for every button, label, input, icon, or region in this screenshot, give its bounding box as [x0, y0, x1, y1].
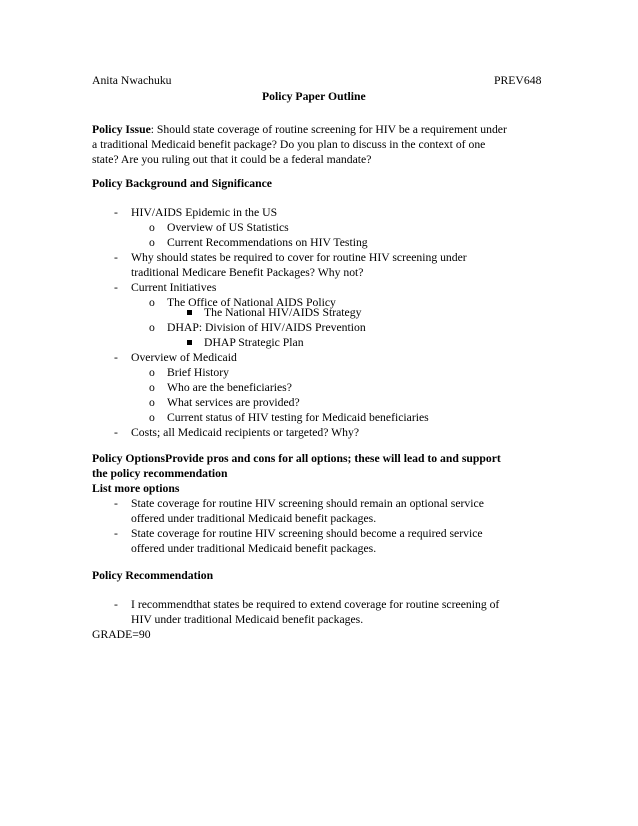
dash-marker: - [114, 206, 118, 219]
list-item: What services are provided? [167, 396, 300, 409]
list-item: HIV/AIDS Epidemic in the US [131, 206, 278, 219]
list-item: Current Recommendations on HIV Testing [167, 236, 368, 249]
author-name: Anita Nwachuku [92, 74, 172, 87]
list-item-continuation: HIV under traditional Medicaid benefit packages. [131, 613, 364, 626]
dash-marker: - [114, 598, 118, 611]
circle-marker: o [149, 411, 155, 424]
options-heading-line-1: Policy OptionsProvide pros and cons for all options; these will lead to and support [92, 452, 501, 465]
circle-marker: o [149, 366, 155, 379]
list-item: Why should states be required to cover for routine HIV screening under [131, 251, 467, 264]
dash-marker: - [114, 426, 118, 439]
dash-marker: - [114, 251, 118, 264]
policy-issue-label: Policy Issue [92, 123, 151, 136]
list-item-continuation: traditional Medicare Benefit Packages? Why not? [131, 266, 364, 279]
policy-issue-line-1 [92, 122, 507, 137]
circle-marker: o [149, 381, 155, 394]
list-item: DHAP: Division of HIV/AIDS Prevention [167, 321, 366, 334]
dash-marker: - [114, 527, 118, 540]
dash-marker: - [114, 281, 118, 294]
list-item: Who are the beneficiaries? [167, 381, 292, 394]
background-heading: Policy Background and Significance [92, 177, 272, 190]
list-item-continuation: offered under traditional Medicaid benefit packages. [131, 512, 377, 525]
list-item: Current Initiatives [131, 281, 217, 294]
square-bullet-icon [187, 310, 192, 315]
list-item: Brief History [167, 366, 229, 379]
list-more-options: List more options [92, 482, 180, 495]
list-item: Costs; all Medicaid recipients or targeted? Why? [131, 426, 360, 439]
list-item: The Office of National AIDS Policy [167, 296, 336, 309]
recommendation-heading: Policy Recommendation [92, 569, 214, 582]
square-bullet-icon [187, 340, 192, 345]
document-title: Policy Paper Outline [262, 90, 366, 103]
policy-issue-line-3: state? Are you ruling out that it could be a federal mandate? [92, 153, 372, 166]
list-item: Overview of US Statistics [167, 221, 289, 234]
course-code: PREV648 [494, 74, 542, 87]
circle-marker: o [149, 221, 155, 234]
policy-issue-text-1: : Should state coverage of routine screening for HIV be a requirement under [150, 123, 507, 136]
list-item: DHAP Strategic Plan [204, 336, 304, 349]
policy-issue-line-2: a traditional Medicaid benefit package? Do you plan to discuss in the context of one [92, 138, 486, 151]
circle-marker: o [149, 296, 155, 309]
list-item: Overview of Medicaid [131, 351, 237, 364]
list-item: The National HIV/AIDS Strategy [204, 306, 362, 319]
list-item: Current status of HIV testing for Medicaid beneficiaries [167, 411, 429, 424]
list-item: State coverage for routine HIV screening should remain an optional service [131, 497, 484, 510]
dash-marker: - [114, 351, 118, 364]
list-item: I recommendthat states be required to extend coverage for routine screening of [131, 598, 500, 611]
circle-marker: o [149, 236, 155, 249]
list-item-continuation: offered under traditional Medicaid benefit packages. [131, 542, 377, 555]
list-item: State coverage for routine HIV screening should become a required service [131, 527, 483, 540]
options-heading-line-2: the policy recommendation [92, 467, 228, 480]
circle-marker: o [149, 321, 155, 334]
grade: GRADE=90 [92, 628, 151, 641]
dash-marker: - [114, 497, 118, 510]
circle-marker: o [149, 396, 155, 409]
